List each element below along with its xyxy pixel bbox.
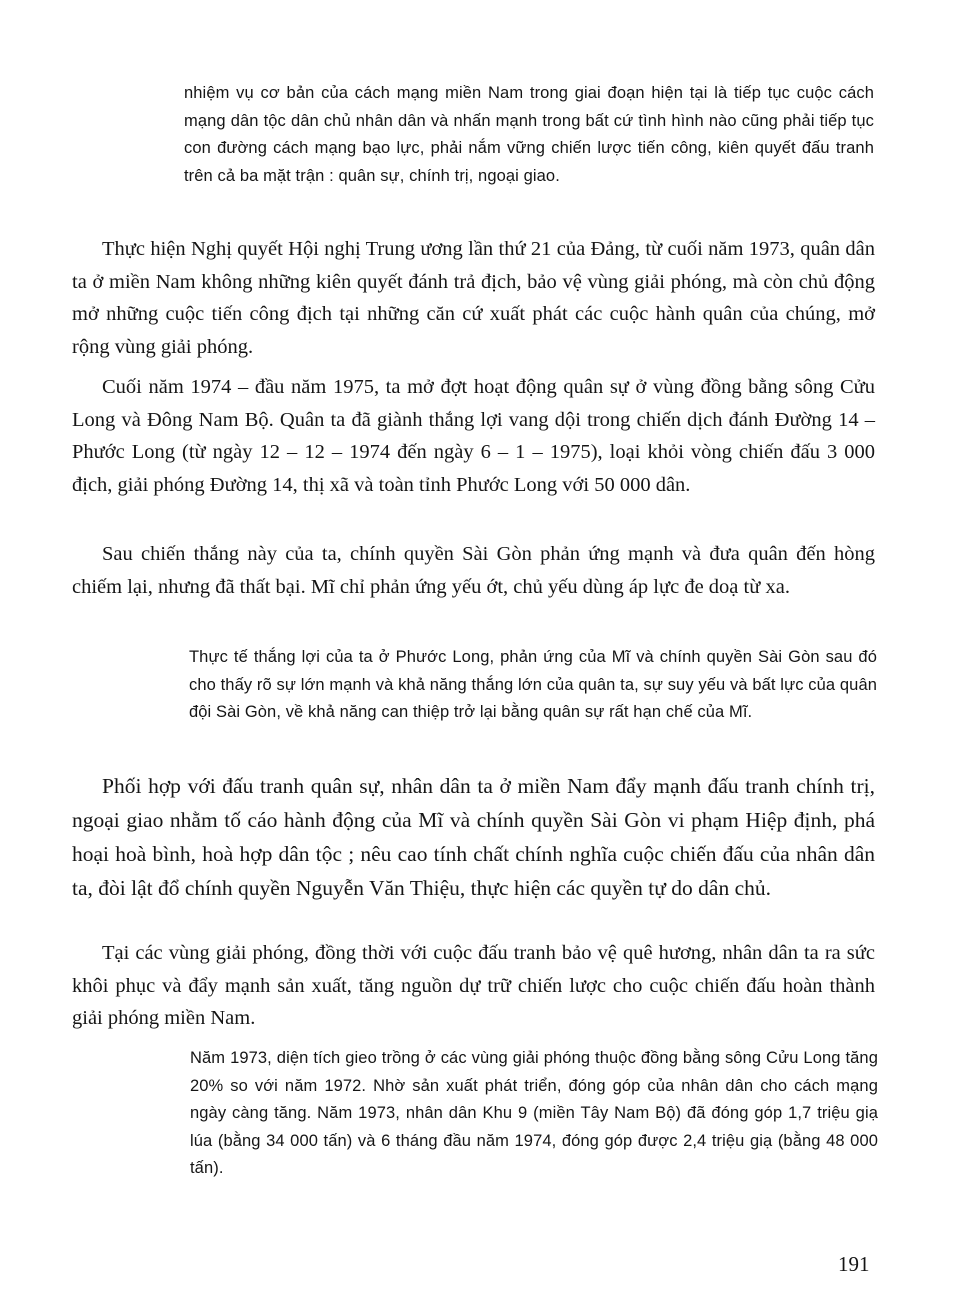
body-paragraph-5: Tại các vùng giải phóng, đồng thời với cuộc đấu tranh bảo vệ quê hương, nhân dân ta ra sức khôi phục và đẩy mạnh sản xuất, tăng nguồn dự trữ chiến lược cho cuộc chiến đấu hoàn thành giải phóng miền Nam. <box>72 942 875 1030</box>
body-paragraph-4: Phối hợp với đấu tranh quân sự, nhân dân ta ở miền Nam đẩy mạnh đấu tranh chính trị, ngoại giao nhằm tố cáo hành động của Mĩ và chính quyền Sài Gòn vi phạm Hiệp định, phá hoại hoà bình, hoà hợp dân tộc ; nêu cao tính chất chính nghĩa cuộc chiến đấu của nhân dân ta, đòi lật đổ chính quyền Nguyễn Văn Thiệu, thực hiện các quyền tự do dân chủ. <box>72 774 875 900</box>
body-paragraph-3: Sau chiến thắng này của ta, chính quyền Sài Gòn phản ứng mạnh và đưa quân đến hòng chiếm lại, nhưng đã thất bại. Mĩ chỉ phản ứng yếu ớt, chủ yếu dùng áp lực đe doạ từ xa. <box>72 543 875 598</box>
body-paragraph-2: Cuối năm 1974 – đầu năm 1975, ta mở đợt hoạt động quân sự ở vùng đồng bằng sông Cửu Long và Đông Nam Bộ. Quân ta đã giành thắng lợi vang dội trong chiến dịch đánh Đường 14 – Phước Long (từ ngày 12 – 12 – 1974 đến ngày 6 – 1 – 1975), loại khỏi vòng chiến đấu 3 000 địch, giải phóng Đường 14, thị xã và toàn tỉnh Phước Long với 50 000 dân. <box>72 376 875 496</box>
note-text-3: Năm 1973, diện tích gieo trồng ở các vùng giải phóng thuộc đồng bằng sông Cửu Long tăng 20% so với năm 1972. Nhờ sản xuất phát triển, đóng góp của nhân dân cho cách mạng ngày càng tăng. Năm 1973, nhân dân Khu 9 (miền Tây Nam Bộ) đã đóng góp 1,7 triệu giạ lúa (bằng 34 000 tấn) và 6 tháng đầu năm 1974, đóng góp được 2,4 triệu giạ (bằng 48 000 tấn). <box>190 1049 878 1178</box>
note-text-1: nhiệm vụ cơ bản của cách mạng miền Nam trong giai đoạn hiện tại là tiếp tục cuộc cách mạng dân tộc dân chủ nhân dân và nhấn mạnh trong bất cứ tình hình nào cũng phải tiếp tục con đường cách mạng bạo lực, phải nắm vững chiến lược tiến công, kiên quyết đấu tranh trên cả ba mặt trận : quân sự, chính trị, ngoại giao. <box>184 84 874 185</box>
page-number: 191 <box>838 1252 870 1276</box>
note-text-2: Thực tế thắng lợi của ta ở Phước Long, phản ứng của Mĩ và chính quyền Sài Gòn sau đó cho thấy rõ sự lớn mạnh và khả năng thắng lớn của quân ta, sự suy yếu và bất lực của quân đội Sài Gòn, về khả năng can thiệp trở lại bằng quân sự rất hạn chế của Mĩ. <box>189 648 877 722</box>
body-paragraph-1: Thực hiện Nghị quyết Hội nghị Trung ương lần thứ 21 của Đảng, từ cuối năm 1973, quân dân ta ở miền Nam không những kiên quyết đánh trả địch, bảo vệ vùng giải phóng, mà còn chủ động mở những cuộc tiến công địch tại những căn cứ xuất phát các cuộc hành quân của chúng, mở rộng vùng giải phóng. <box>72 238 875 358</box>
